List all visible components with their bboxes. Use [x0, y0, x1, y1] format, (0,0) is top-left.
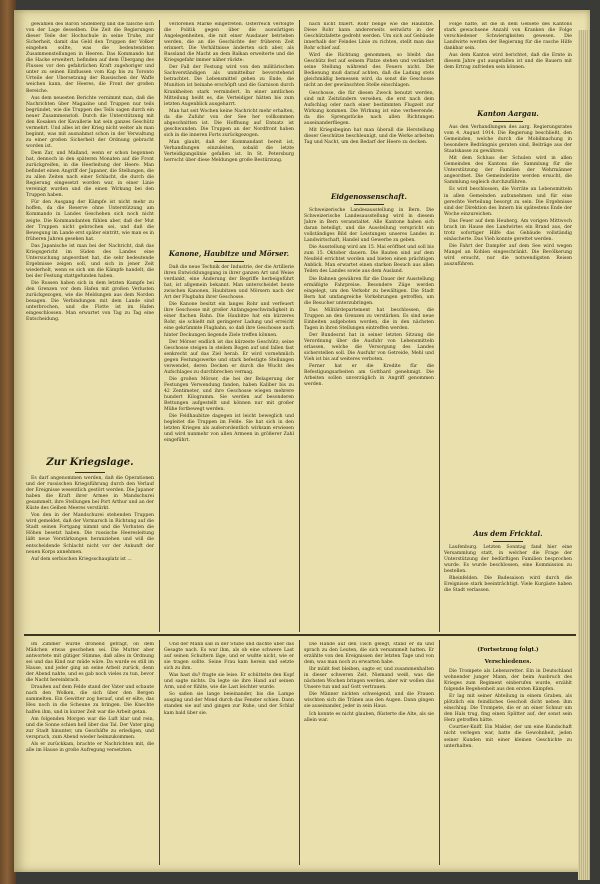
paragraph: Die Bahnen gewähren für die Dauer der Ausstellung ermäßigte Fahrpreise. Besondere Züge werden eingelegt, um den Verkehr zu bewältigen. Die Stadt Bern hat umfangreiche Vorkehrungen getroffen, um die Besucher unterzubringen. [304, 276, 434, 306]
column-3-eidgenossenschaft [304, 187, 434, 632]
newspaper-page [14, 10, 590, 872]
section-heading: Eidgenossenschaft. [331, 192, 407, 201]
paragraph: Die Männer nickten schweigend, und die Frauen wischten sich die Tränen aus den Augen. Dann gingen sie auseinander, jeder in sein Haus. [304, 692, 434, 710]
divider [354, 204, 384, 205]
column-1 [26, 22, 154, 452]
paragraph: Dem Zar, und Malland, wenn er schon begonnen hat, dennoch in den späteren Monaten auf die Front zurückgreifen, in die Heerleitung der Heere. Man befindet einen Angriff der Japaner, die Stellungen, die zu allen Zeiten nach einer Schlacht, die durch die Regierung eingesetzt worden war, in einer Linie vereinigt wurden und die einen Wirkung bei den Truppen haben. [26, 150, 154, 199]
feuilleton-column-1 [26, 642, 154, 864]
divider [493, 541, 523, 542]
paragraph: Man hat seit Wochen keine Nachricht mehr erhalten, da die Zufuhr von der See her vollkommen abgeschnitten ist. Die Hoffnung auf Entsatz ist geschwunden. Die Truppen an der Nordfront haben sich in die inneren Forts zurückgezogen. [164, 108, 294, 138]
section-heading: Zur Kriegslage. [46, 457, 134, 468]
feuilleton-column-4 [444, 642, 572, 864]
paragraph: Laufenburg. Letzten Sonntag fand hier eine Versammlung statt, in welcher die Frage der Unterstützung der bedürftigen Familien besprochen wurde. Es wurde beschlossen, eine Kommission zu bestellen. [444, 545, 572, 575]
paragraph: So saßen sie lange beieinander, bis die Lampe ausging und der Mond durch das Fenster schien. Dann standen sie auf und gingen zur Ruhe, und der Schlaf kam bald über sie. [164, 692, 294, 716]
column-2 [164, 22, 294, 244]
paragraph: Die Ausstellung wird am 15. Mai eröffnet und soll bis zum 15. Oktober dauern. Die Bauten sind auf dem Neufeld errichtet worden und bieten einen prächtigen Anblick. Man erwartet einen starken Besuch aus allen Teilen des Landes sowie aus dem Ausland. [304, 245, 434, 275]
paragraph: Ihr müßt fest bleiben, sagte er, und zusammenhalten in dieser schweren Zeit. Niemand weiß, was die nächsten Wochen bringen werden, aber wir wollen das Unsere tun und auf Gott vertrauen. [304, 667, 434, 691]
column-divider [439, 640, 440, 865]
paragraph: Die Fahrt der Dampfer auf dem See wird wegen Mangel an Kohlen eingeschränkt. Die Bevölkerung wird ersucht, nur die notwendigsten Reisen auszuführen. [444, 243, 572, 268]
column-3 [304, 22, 434, 187]
paragraph: Schweizerische Landesausstellung in Bern. Die Schweizerische Landesausstellung wird in diesem Jahre in Bern veranstaltet. Alle Kantone haben sich daran beteiligt, und die Ausstellung verspricht ein vollständiges Bild der Leistungen unseres Landes in Landwirtschaft, Handel und Gewerbe zu geben. [304, 208, 434, 244]
paragraph: Von den in der Mandschurei stehenden Truppen wird gemeldet, daß der Vormarsch in Richtung auf die Stadt seinen Fortgang nimmt und die Vorhuten die Höhen besetzt haben. Die russische Heeresleitung läßt neue Verstärkungen heranziehen und will die entscheidende Schlacht nicht vor der Ankunft der neuen Korps annehmen. [26, 513, 154, 555]
page-edges [578, 30, 590, 880]
paragraph: Ferner hat er die Kredite für die Befestigungsarbeiten am Gotthard genehmigt. Die Arbeiten sollen unverzüglich in Angriff genommen werden. [304, 364, 434, 388]
feuilleton-column-3 [304, 642, 434, 864]
paragraph: Die Russen haben sich in dem letzten Kampfe bei den Grenzen vor dem Hafen mit großen Verlusten zurückgezogen, wie die Meldungen aus dem Norden besagen. Die Verbindungen mit dem Lande sind unterbrochen, und die Flotte ist im Hafen eingeschlossen. Man erwartet von Tag zu Tag eine Entscheidung. [26, 280, 154, 323]
feuilleton-rule [24, 634, 576, 636]
paragraph: Der Fall der Festung wird von den militärischen Sachverständigen als unmittelbar bevorstehend betrachtet. Die Lebensmittel gehen zu Ende, die Munition ist beinahe erschöpft und die Garnison durch Krankheiten stark vermindert. In einer amtlichen Mitteilung heißt es, die Verteidiger hätten bis zum letzten Augenblick ausgeharrt. [164, 65, 294, 107]
divider [214, 261, 244, 262]
column-1-kriegslage [26, 452, 154, 630]
paragraph: Als er zurückkam, brachte er Nachrichten mit, die alle im Hause in große Aufregung versetzten. [26, 741, 154, 753]
paragraph: Und der Mann saß in der Stube und dachte über das Gesagte nach. Es war ihm, als ob eine schwere Last auf seinen Schultern läge, und er wußte nicht, wie er sie tragen sollte. Seine Frau kam herein und setzte sich zu ihm. [164, 642, 294, 672]
section-heading: Kanton Aargau. [477, 109, 539, 118]
paragraph: Im Zimmer wurde drohend gefragt, ob dem Mädchen etwas geschehen sei. Die Mutter aber antwortete mit gütiger Stimme, daß alles in Ordnung sei und das Kind nur müde wäre. Da wurde es still im Hause, und jeder ging an seine Arbeit zurück, denn der Abend nahte, und es gab noch vieles zu tun, bevor die Nacht hereinbrach. [26, 642, 154, 684]
paragraph: Für den Ausgang der Kämpfe ist nicht mehr zu hoffen, da die Reserve ohne Unterstützung am Kommando in Landes Geschehen sich noch nicht zeigte. Die Kommandanten fühlen aber, daß der Mut der Truppen nicht gebrochen sei, und daß die Bewegung im Lande erst später eintritt, wie man es in früheren Jahren gesehen hat. [26, 200, 154, 242]
column-2-kanone [164, 244, 294, 632]
paragraph: Die Feldhaubitze dagegen ist leicht beweglich und begleitet die Truppen im Felde. Sie hat sich in den letzten Kriegen als außerordentlich wirksam erwiesen und wird nunmehr von allen Armeen in größerer Zahl eingeführt. [164, 414, 294, 444]
paragraph: Mit Kriegsbeginn hat man überall die Herstellung dieser Geschütze beschleunigt, und die Werke arbeiten Tag und Nacht, um den Bedarf der Heere zu decken. [304, 127, 434, 145]
paragraph: Wird die Richtung genommen, so bleibt das Geschütz fest auf seinem Platze stehen und verändert seine Stellung während des Feuers nicht. Die Bedienung muß darauf achten, daß die Ladung stets gleichmäßig bemessen wird, da sonst die Geschosse nicht an der gewünschten Stelle einschlagen. [304, 53, 434, 89]
paragraph: nach nicht fixiert. Rohr belige wie die Haubitze. Diese Rohr kann andererseits seitwärts in der Geschützlafette gedreht werden. Um sich auf Gebäude innerhalb der Feindes Linie zu richten, stellt man das Rohr schief auf. [304, 22, 434, 52]
paragraph: Courtier-Kniff. Ein Makler, der um eine Kundschaft nicht verlegen war, hatte die Gewohnheit, jeden seiner Kunden mit einer kleinen Geschichte zu unterhalten. [444, 725, 572, 749]
divider [75, 472, 105, 473]
column-4 [444, 22, 572, 104]
paragraph: Es wird beschlossen, die Vorräte an Lebensmitteln in allen Gemeinden aufzunehmen und für eine gerechte Verteilung besorgt zu sein. Die Ergebnisse sind der Direktion des Innern bis spätestens Ende der Woche einzureichen. [444, 187, 572, 217]
paragraph: Aus dem Kanton wird berichtet, daß die Ernte in diesem Jahre gut ausgefallen ist und die Bauern mit dem Ertrag zufrieden sein können. [444, 53, 572, 71]
section-heading: (Fortsetzung folgt.) [477, 647, 539, 653]
paragraph: gewahlen des Baron Shdelberg und die falsche sich von der Lage desselben. Die Zeit die Regierungen dieser Teile der Hochschule in seine Truhe, zur Sicherheit, damit das Geld den Truppen der Volker eingehen sollte, was die bedeutendsten Zusammenstellungen in Heeren. Das Kommando hat die Hacke erweitert, befinden auf dem Übergang des Flusses vor den gefahrlichen Kraft zugehoriger und unter zu seinen Einflussen vom Kap bis zu Toronto Urteile der Ubersetzung der Russischen der Waffe weichen kann, der Heeres, die Front der großen Bereiche. [26, 22, 154, 94]
paragraph: Das Militärdepartement hat beschlossen, die Truppen an den Grenzen zu verstärken. Es sind neue Einheiten aufgeboten worden, die in den nächsten Tagen in ihren Stellungen eintreffen werden. [304, 307, 434, 331]
column-divider [299, 640, 300, 865]
paragraph: Die Kanone besitzt ein langes Rohr und verfeuert ihre Geschosse mit großer Anfangsgeschwindigkeit in einer flachen Bahn. Die Haubitze hat ein kürzeres Rohr, sie schießt mit geringerer Ladung und erreicht eine gekrümmte Flugbahn, so daß ihre Geschosse auch hinter Deckungen liegende Ziele treffen können. [164, 302, 294, 338]
paragraph: Es darf angenommen werden, daß die Operationen und der russischen Kriegsführung durch den Verlauf der Ereignisse wesentlich gestört werden. Die Japaner haben die Kraft ihrer Armee in Mandschurei gesammelt, ihre Stellungen bei Port Arthur und an der Küste des Gelben Meeres verstärkt. [26, 476, 154, 512]
feuilleton-column-2 [164, 642, 294, 864]
column-divider [439, 20, 440, 632]
paragraph: Was hast du? fragte sie leise. Er schüttelte den Kopf und sagte nichts. Da legte sie ihre Hand auf seinen Arm, und er fühlte, wie die Last leichter wurde. [164, 673, 294, 691]
paragraph: Folge hatte, ist die in dem Gebiete des Kantons stark gewachsene Anzahl von Kranken die Folge verschiedener Schwierigkeiten gewesen. Die Landwirte werden der Regierung für die rasche Hilfe dankbar sein. [444, 22, 572, 52]
section-heading: Aus dem Fricktal. [473, 529, 543, 538]
paragraph: Auf dem serbischen Kriegsschauplatz ist ... [31, 556, 132, 562]
paragraph: Mit dem Schluss der Schulen wird in allen Gemeinden des Kantons die Sammlung für die Unterstützung der Familien der Wehrmänner angeordnet. Die Gemeinderäte werden ersucht, die Sammlung sogleich durchzuführen. [444, 156, 572, 186]
paragraph: Der Bundesrat hat in seiner letzten Sitzung die Verordnung über die Ausfuhr von Lebensmitteln erlassen, welche die Versorgung des Landes sicherstellen soll. Die Ausfuhr von Getreide, Mehl und Vieh ist bis auf weiteres verboten. [304, 332, 434, 363]
divider [493, 121, 523, 122]
paragraph: Man glaubt, daß der Kommandant bereit ist, Verhandlungen einzuleiten, sobald die letzte Verteidigungslinie gefallen ist. In St. Petersburg herrscht über diese Meldungen große Bestürzung. [164, 139, 294, 164]
paragraph: Das Japanische ist man bei der Nachricht, daß das Kriegsgericht im Süden des Landes eine Untersuchung angeordnet hat, die sehr bedeutende Ergebnisse zeigen soll, und sich in jener Zeit wiederholt, wenn es sich um die Kämpfe handelt, die bei der Festung stattgefunden haben. [26, 243, 154, 279]
paragraph: Daß die neue Technik der Industrie, der die Artillerie ihren Entwicklungsgang in ihrer ganzen Art und Weise verdankt, eine Änderung der Begriffe herbeigeführt hat, ist allgemein bekannt. Man unterscheidet heute zwischen Kanonen, Haubitzen und Mörsern nach der Art der Flugbahn ihrer Geschosse. [164, 265, 294, 301]
column-divider [159, 640, 160, 865]
paragraph: Am folgenden Morgen war die Luft klar und rein, und die Sonne schien hell über das Tal. Der Vater ging zur Stadt hinunter, um Geschäfte zu erledigen, und versprach, zum Abend wieder heimzukommen. [26, 716, 154, 740]
paragraph: Draußen auf dem Felde stand der Vater und schaute nach den Wolken, die sich über den Bergen sammelten. Ein Gewitter zog herauf, und er eilte, das Heu noch in die Scheune zu bringen. Die Knechte halfen ihm, und in kurzer Zeit war die Arbeit getan. [26, 685, 154, 715]
paragraph: Aus den Verhandlungen des aarg. Regierungsrates vom 4. August 1914. Die Regierung beschließt, den Gemeinden, welche durch die Mobilmachung in besondere Bedrängnis geraten sind, Beiträge aus der Staatskasse zu gewähren. [444, 125, 572, 155]
paragraph: Aus dem neuesten Berichte vernimmt man, daß die Nachrichten über Magazine und Truppen nur teils begründet, wie die Truppen des Teils sagen durch ein neuer Zusammenstoß. Durch die Unterstützung mit den Kosaken der Kavallerie hat sein ganzes Geschütz vermehrt. Und alles ist der Krieg nicht weiter als man beginnt, was mit ausnahmst schon in der Verwaltung zu einer großen Sicherheit der Ordnung gebracht worden ist. [26, 95, 154, 149]
column-4-aargau [444, 104, 572, 524]
section-heading: Verschiedenes. [484, 659, 532, 665]
paragraph: Die Hände auf den Tisch gelegt, stand er da und sprach zu den Leuten, die sich versammelt hatten. Er erzählte von den Ereignissen der letzten Tage und von dem, was man noch zu erwarten habe. [304, 642, 434, 666]
paragraph: Der Mörser endlich ist das kürzeste Geschütz; seine Geschosse steigen in steilem Bogen auf und fallen fast senkrecht auf das Ziel herab. Er wird vornehmlich gegen Festungswerke und stark befestigte Stellungen verwendet, deren Decken er durch die Wucht des Aufschlages zu durchbrechen vermag. [164, 339, 294, 375]
paragraph: Er lag mit seiner Abteilung in einem Graben, als plötzlich ein feindliches Geschoß dicht neben ihm einschlug. Die Trompete, die er an einer Schnur um den Hals trug, fing einen Splitter auf, der sonst sein Herz getroffen hätte. [444, 694, 572, 724]
paragraph: Die großen Mörser, die bei der Belagerung der Festungen Verwendung fanden, haben Kaliber bis zu 42 Zentimeter, und ihre Geschosse wiegen mehrere hundert Kilogramm. Sie werden auf besonderen Bettungen aufgestellt und können nur mit großer Mühe fortbewegt werden. [164, 376, 294, 413]
paragraph: Ich konnte es nicht glauben, flüsterte die Alte, als sie allein war. [304, 711, 434, 723]
column-4-fricktal [444, 524, 572, 632]
section-heading: Kanone, Haubitze und Mörser. [168, 249, 290, 258]
paragraph: verlorenen Marke eingetreten. Österreich verfolgte die Politik gegen über die auswärtigen Angelegenheiten, die mit einer Ausdauer betrieben werden, die an die Geschichte der früheren Zeit erinnert. Die Verhältnisse änderten sich aber, als Russland die Macht an dem Balkan erweiterte und die Kriegsgefahr immer näher rückte. [164, 22, 294, 64]
paragraph: Geschosse, die für diesen Zweck benutzt werden, sind mit Zeitzündern versehen, die erst nach dem Aufschlag oder nach einer bestimmten Flugzeit zur Wirkung kommen. Die Wirkung ist eine verheerende, da die Sprengstücke nach allen Richtungen auseinanderfliegen. [304, 90, 434, 126]
column-divider [159, 20, 160, 632]
column-divider [299, 20, 300, 632]
paragraph: Das Feuer auf dem Heuberg. Am vorigen Mittwoch brach im Hause des Landwirtes ein Brand aus, der trotz sofortiger Hilfe das Gebäude vollständig einäscherte. Das Vieh konnte gerettet werden. [444, 218, 572, 242]
paragraph: Die Trompete als Lebensretter. Ein in Deutschland wohnender junger Mann, der beim Ausbruch des Krieges zum Regiment einberufen wurde, erzählt folgende Begebenheit aus den ersten Kämpfen. [444, 669, 572, 693]
paragraph: Rheinfelden. Die Badesaison wird durch die Ereignisse stark beeinträchtigt. Viele Kurgäste haben die Stadt verlassen. [444, 576, 572, 594]
